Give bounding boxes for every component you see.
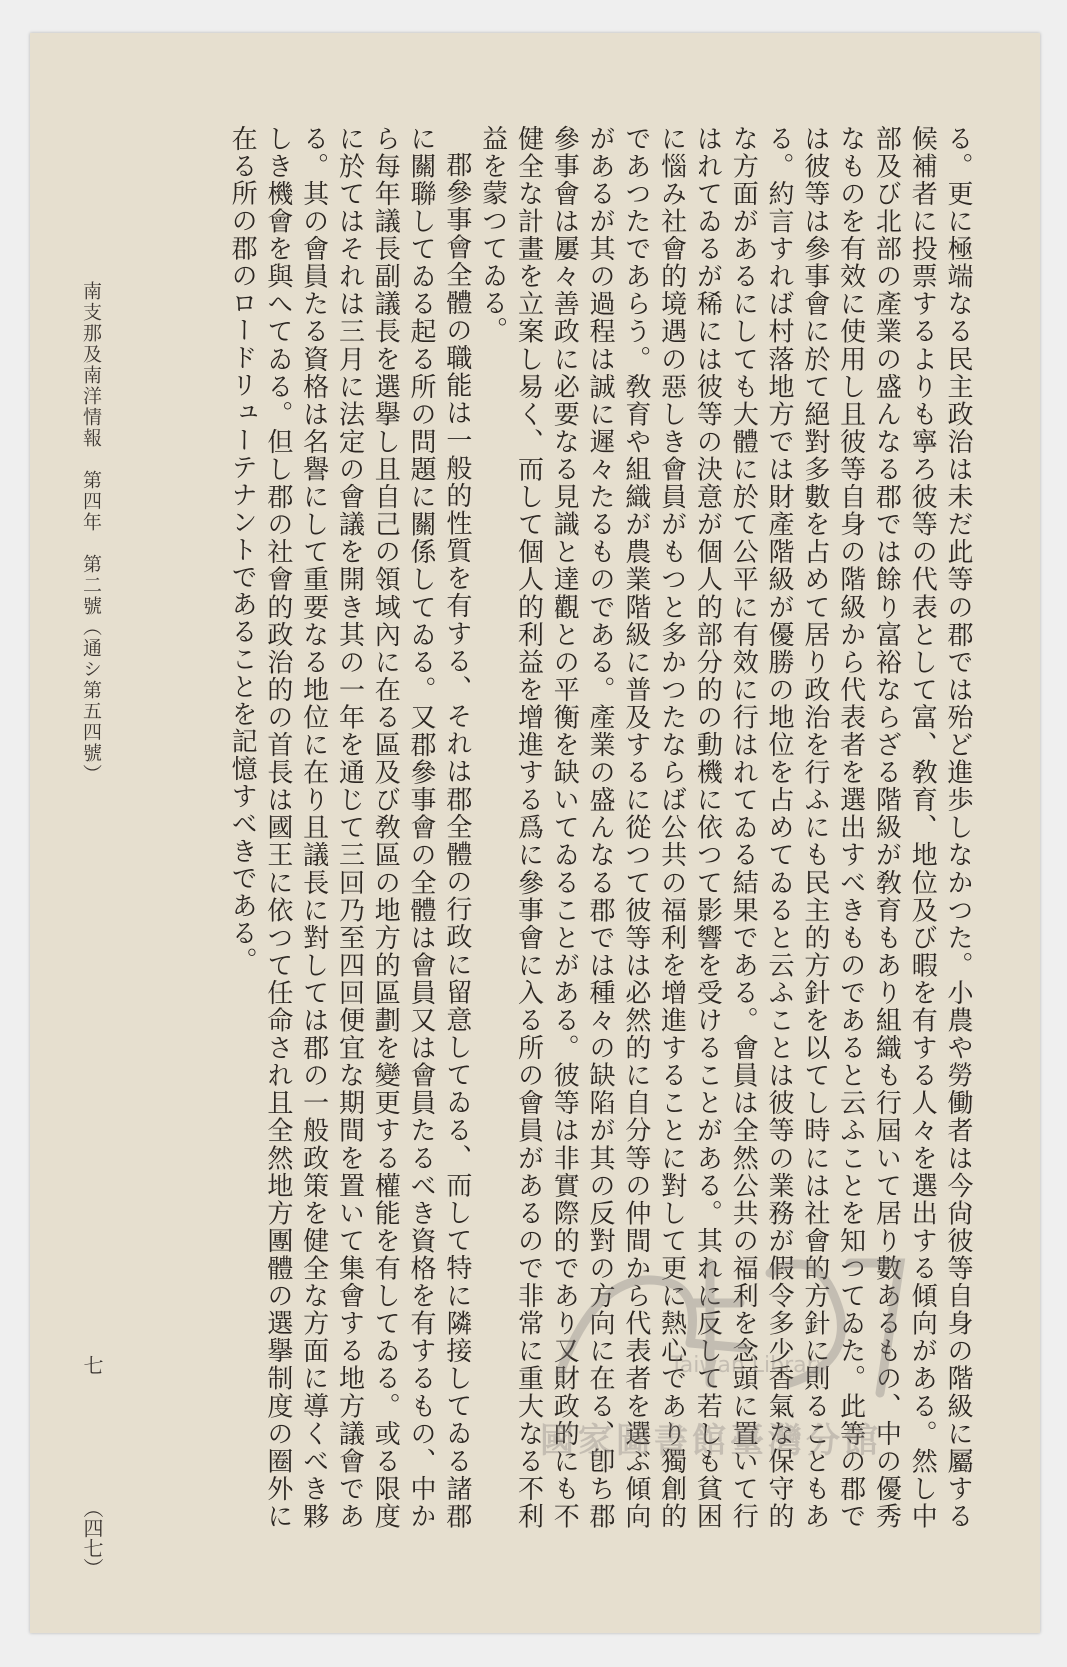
paragraph-1: る。更に極端なる民主政治は未だ此等の郡では殆ど進歩しなかつた。小農や勞働者は今尙彼等自身の階級に屬する候補者に投票するよりも寧ろ彼等の代表として富、敎育、地位及び暇を有する人々を選出する傾向がある。然し中部及び北部の產業の盛んなる郡では餘り富裕ならざる階級が敎育もあり組織も行屆いて居り數あるもの、中の優秀なものを有效に使用し且彼等自身の階級から代表者を選出すべきものであると云ふことを知つてゐた。此等の郡では彼等は參事會に於て絕對多數を占めて居り政治を行ふにも民主的方針を以てし時には社會的方針に則ることもある。約言すれば村落地方では財產階級が優勝の地位を占めてゐると云ふことは彼等の業務が假令多少香氣な保守的な方面があるにしても大體に於て公平に有效に行はれてゐる結果である。會員は全然公共の福利を念頭に置いて行はれてゐるが稀には彼等の決意が個人的部分的の動機に依つて影響を受けることがある。其れに反して若しも貧困に惱み社會的境遇の惡しき會員がもつと多かつたならば公共の福利を增進することに對して更に熱心であり獨創的であつたであらう。敎育や組織が農業階級に普及するに從つて彼等は必然的に自分等の仲間から代表者を選ぶ傾向があるが其の過程は誠に遲々たるものである。產業の盛んなる郡では種々の缺陷が其の反對の方向に在る、卽ち郡參事會は屢々善政に必要なる見識と達觀との平衡を缺いてゐることがある。彼等は非實際的であり又財政的にも不健全な計畫を立案し易く、而して個人的利益を增進する爲に參事會に入る所の會員があるので非常に重大なる不利益を蒙つてゐる。 <box>477 125 973 1530</box>
body-text <box>105 125 975 1530</box>
watermark-english: Taiwan Library <box>670 1353 829 1378</box>
page-number-total: （四七） <box>80 1498 104 1578</box>
running-header: 南支那及南洋情報 第四年 第二號（通シ第五四號） <box>80 281 102 785</box>
watermark-chinese: 國家圖書館臺灣分館 <box>540 1421 882 1461</box>
page-number: 七 <box>80 1355 104 1375</box>
paragraph-2: 郡參事會全體の職能は一般的性質を有する、それは郡全體の行政に留意してゐる、而して特に隣接してゐる諸郡に關聯してゐる起る所の問題に關係してゐる。又郡參事會の全體は會員又は會員たるべき資格を有するもの、中から每年議長副議長を選擧し且自己の領域內に在る區及び敎區の地方的區劃を變更する權能を有してゐる。或る限度に於てはそれは三月に法定の會議を開き其の一年を通じて三回乃至四回便宜な期間を置いて集會する地方議會である。其の會員たる資格は名譽にして重要なる地位に在り且議長に對しては郡の一般政策を健全な方面に導くべき夥しき機會を與へてゐる。但し郡の社會的政治的の首長は國王に依つて任命され且全然地方團體の選擧制度の圈外に在る所の郡のロードリューテナントであることを記憶すべきである。 <box>227 125 472 1530</box>
document-page <box>30 33 1040 1633</box>
